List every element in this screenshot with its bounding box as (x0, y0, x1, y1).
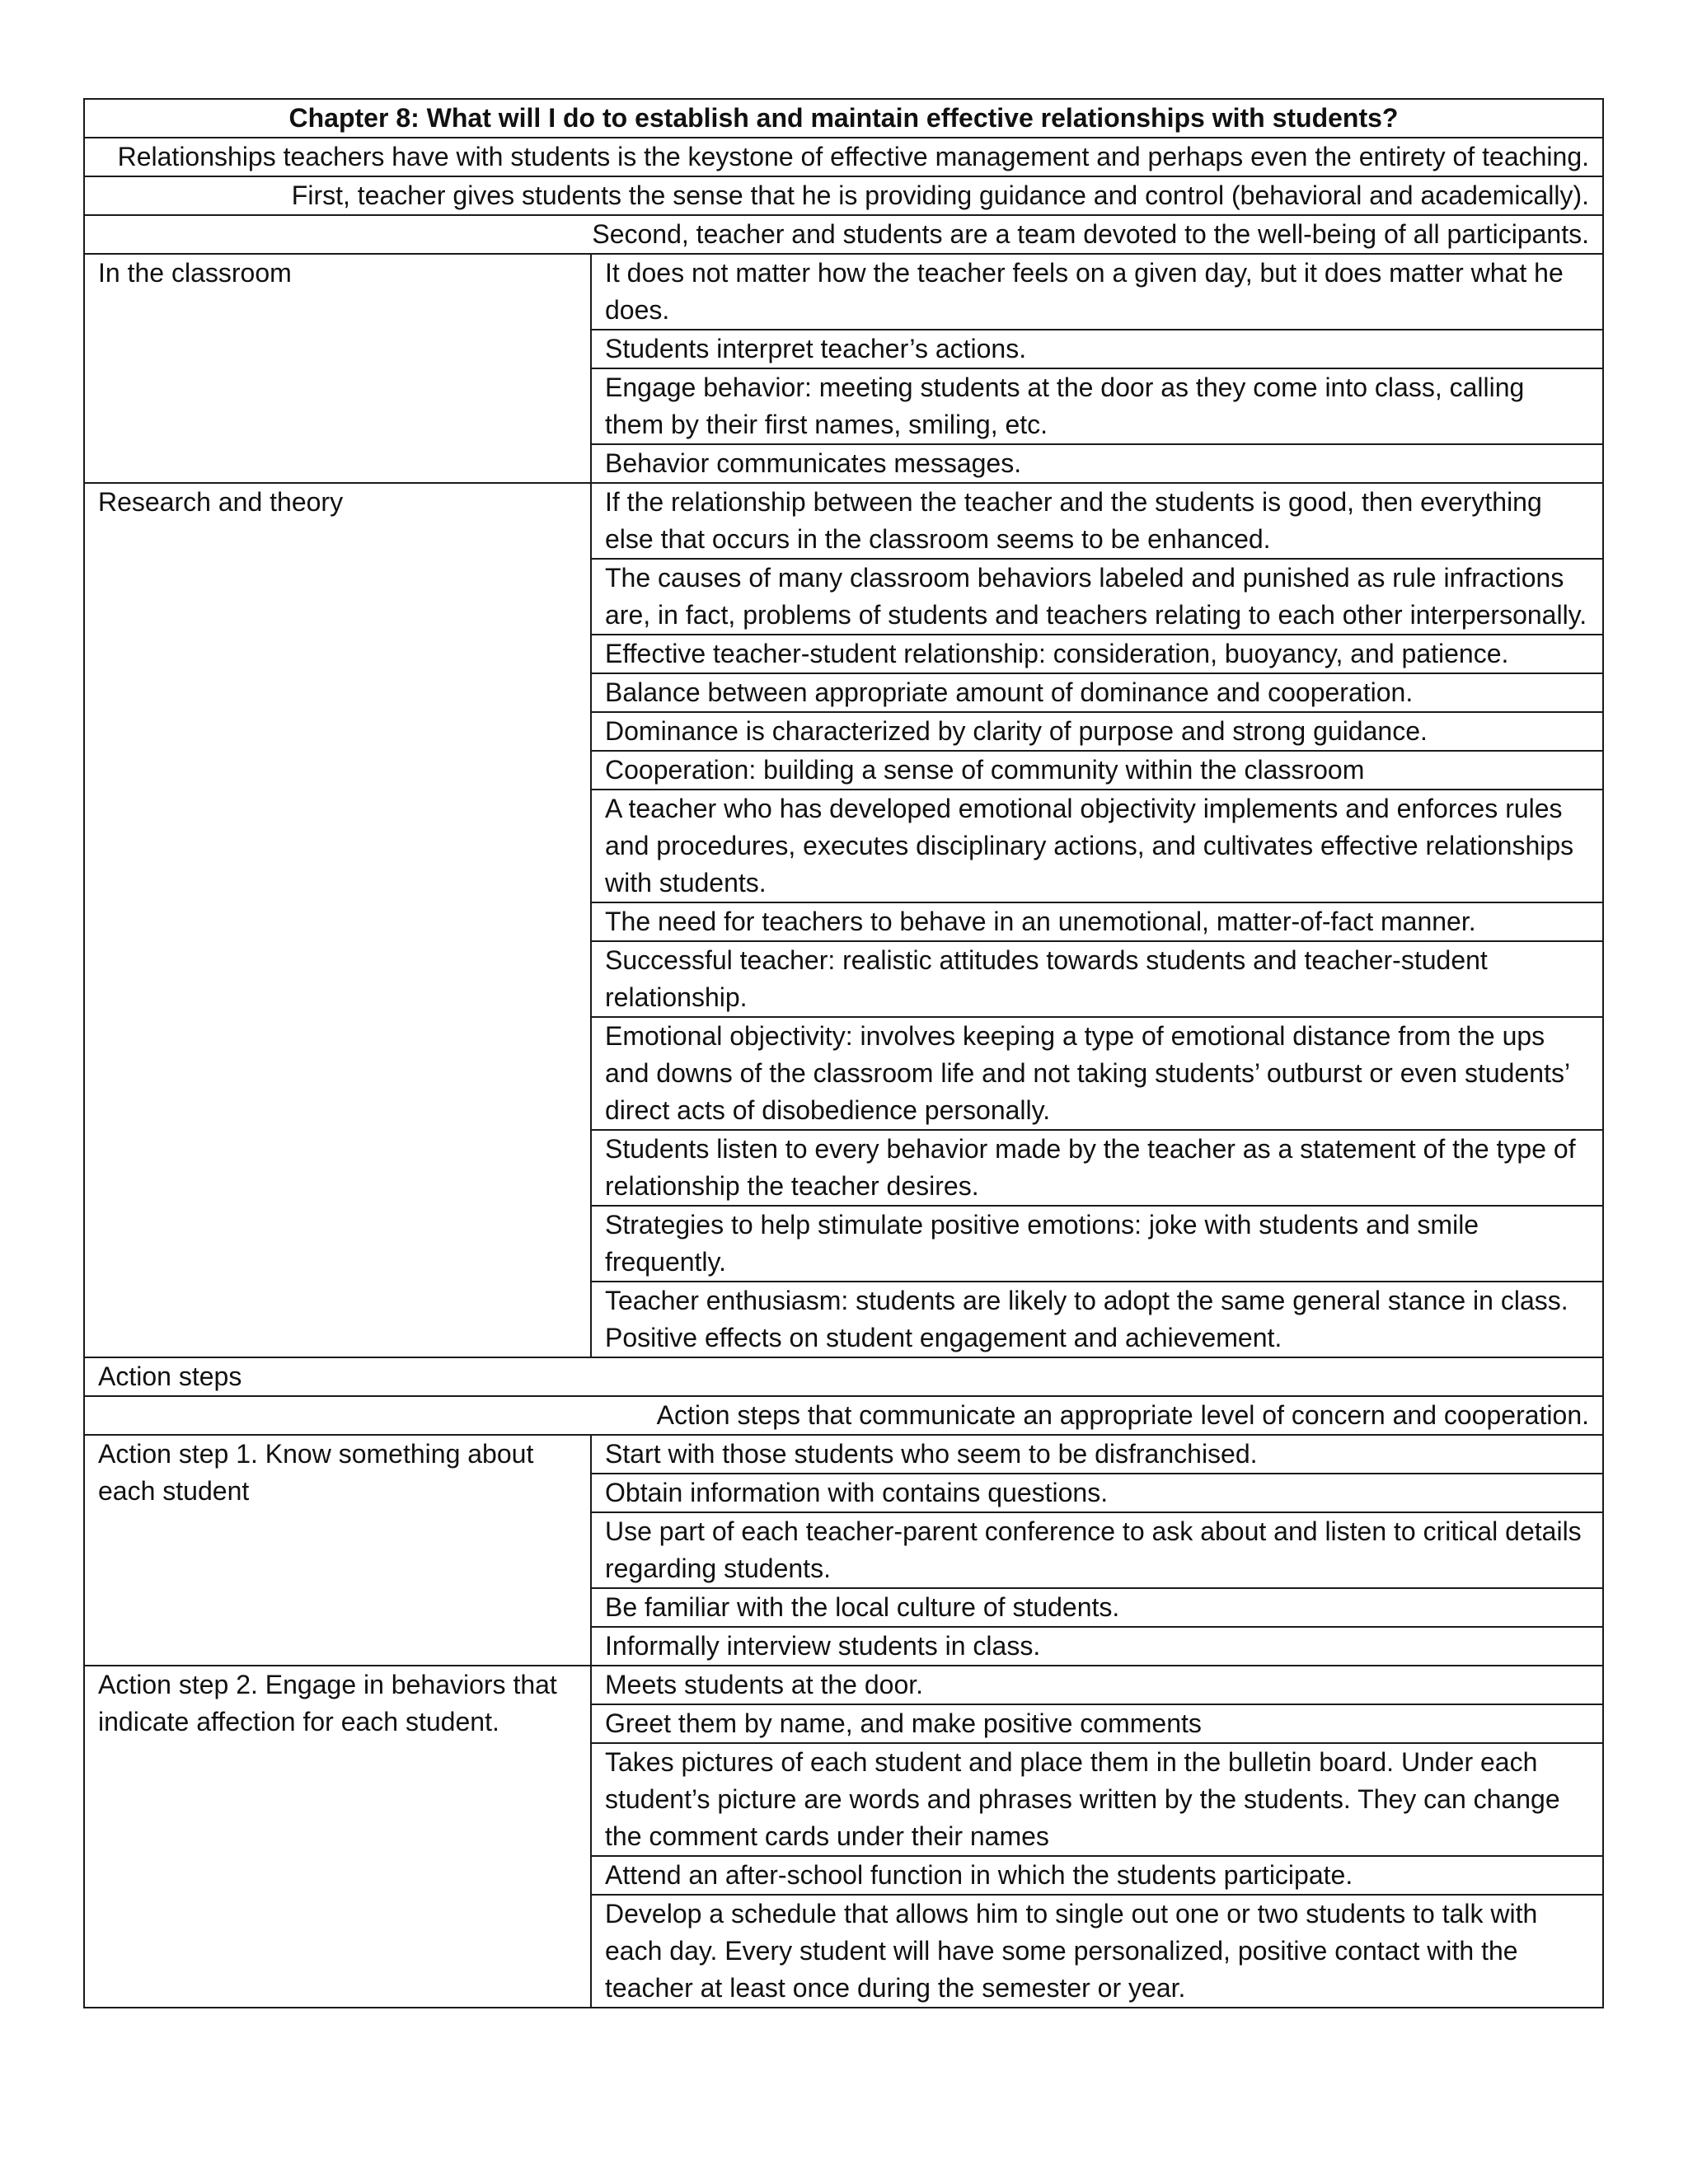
step1-item: Informally interview students in class. (591, 1627, 1603, 1666)
research-item: Balance between appropriate amount of dominance and cooperation. (591, 673, 1603, 712)
step1-item: Start with those students who seem to be disfranchised. (591, 1435, 1603, 1474)
step2-item: Greet them by name, and make positive comments (591, 1704, 1603, 1743)
research-item: The need for teachers to behave in an unemotional, matter-of-fact manner. (591, 902, 1603, 941)
step1-item: Use part of each teacher-parent conference to ask about and listen to critical details regarding students. (591, 1512, 1603, 1588)
chapter-title: Chapter 8: What will I do to establish and maintain effective relationships with students? (84, 99, 1603, 138)
research-item: Dominance is characterized by clarity of purpose and strong guidance. (591, 712, 1603, 751)
research-item: Effective teacher-student relationship: consideration, buoyancy, and patience. (591, 635, 1603, 673)
research-item: If the relationship between the teacher and the students is good, then everything else that occurs in the classroom seems to be enhanced. (591, 483, 1603, 559)
action-steps-subheading: Action steps that communicate an appropriate level of concern and cooperation. (84, 1396, 1603, 1435)
step2-item: Takes pictures of each student and place them in the bulletin board. Under each student’s picture are words and phrases written by the students. They can change the comment cards under their names (591, 1743, 1603, 1856)
chapter-table (83, 98, 1604, 2008)
step2-item: Meets students at the door. (591, 1666, 1603, 1704)
research-item: The causes of many classroom behaviors labeled and punished as rule infractions are, in fact, problems of students and teachers relating to each other interpersonally. (591, 559, 1603, 635)
research-item: Cooperation: building a sense of community within the classroom (591, 751, 1603, 790)
action-steps-heading: Action steps (84, 1357, 1603, 1396)
step1-item: Be familiar with the local culture of students. (591, 1588, 1603, 1627)
classroom-item: It does not matter how the teacher feels on a given day, but it does matter what he does. (591, 254, 1603, 330)
section-label-step1: Action step 1. Know something about each student (84, 1435, 591, 1666)
research-item: Successful teacher: realistic attitudes towards students and teacher-student relationship. (591, 941, 1603, 1017)
intro-first: First, teacher gives students the sense that he is providing guidance and control (behavioral and academically). (84, 176, 1603, 215)
step1-item: Obtain information with contains questions. (591, 1474, 1603, 1512)
intro-keystone: Relationships teachers have with students is the keystone of effective management and perhaps even the entirety of teaching. (84, 138, 1603, 176)
classroom-item: Students interpret teacher’s actions. (591, 330, 1603, 368)
classroom-item: Behavior communicates messages. (591, 444, 1603, 483)
research-item: Teacher enthusiasm: students are likely to adopt the same general stance in class. Positive effects on student engagement and achievement. (591, 1282, 1603, 1357)
research-item: Students listen to every behavior made by the teacher as a statement of the type of relationship the teacher desires. (591, 1130, 1603, 1206)
research-item: A teacher who has developed emotional objectivity implements and enforces rules and procedures, executes disciplinary actions, and cultivates effective relationships with students. (591, 790, 1603, 902)
step2-item: Develop a schedule that allows him to single out one or two students to talk with each day. Every student will have some personalized, positive contact with the teacher at least once during the semester or year. (591, 1895, 1603, 2008)
section-label-classroom: In the classroom (84, 254, 591, 483)
section-label-step2: Action step 2. Engage in behaviors that indicate affection for each student. (84, 1666, 591, 2008)
research-item: Emotional objectivity: involves keeping a type of emotional distance from the ups and downs of the classroom life and not taking students’ outburst or even students’ direct acts of disobedience personally. (591, 1017, 1603, 1130)
step2-item: Attend an after-school function in which the students participate. (591, 1856, 1603, 1895)
research-item: Strategies to help stimulate positive emotions: joke with students and smile frequently. (591, 1206, 1603, 1282)
classroom-item: Engage behavior: meeting students at the door as they come into class, calling them by their first names, smiling, etc. (591, 368, 1603, 444)
section-label-research: Research and theory (84, 483, 591, 1357)
intro-second: Second, teacher and students are a team devoted to the well-being of all participants. (84, 215, 1603, 254)
